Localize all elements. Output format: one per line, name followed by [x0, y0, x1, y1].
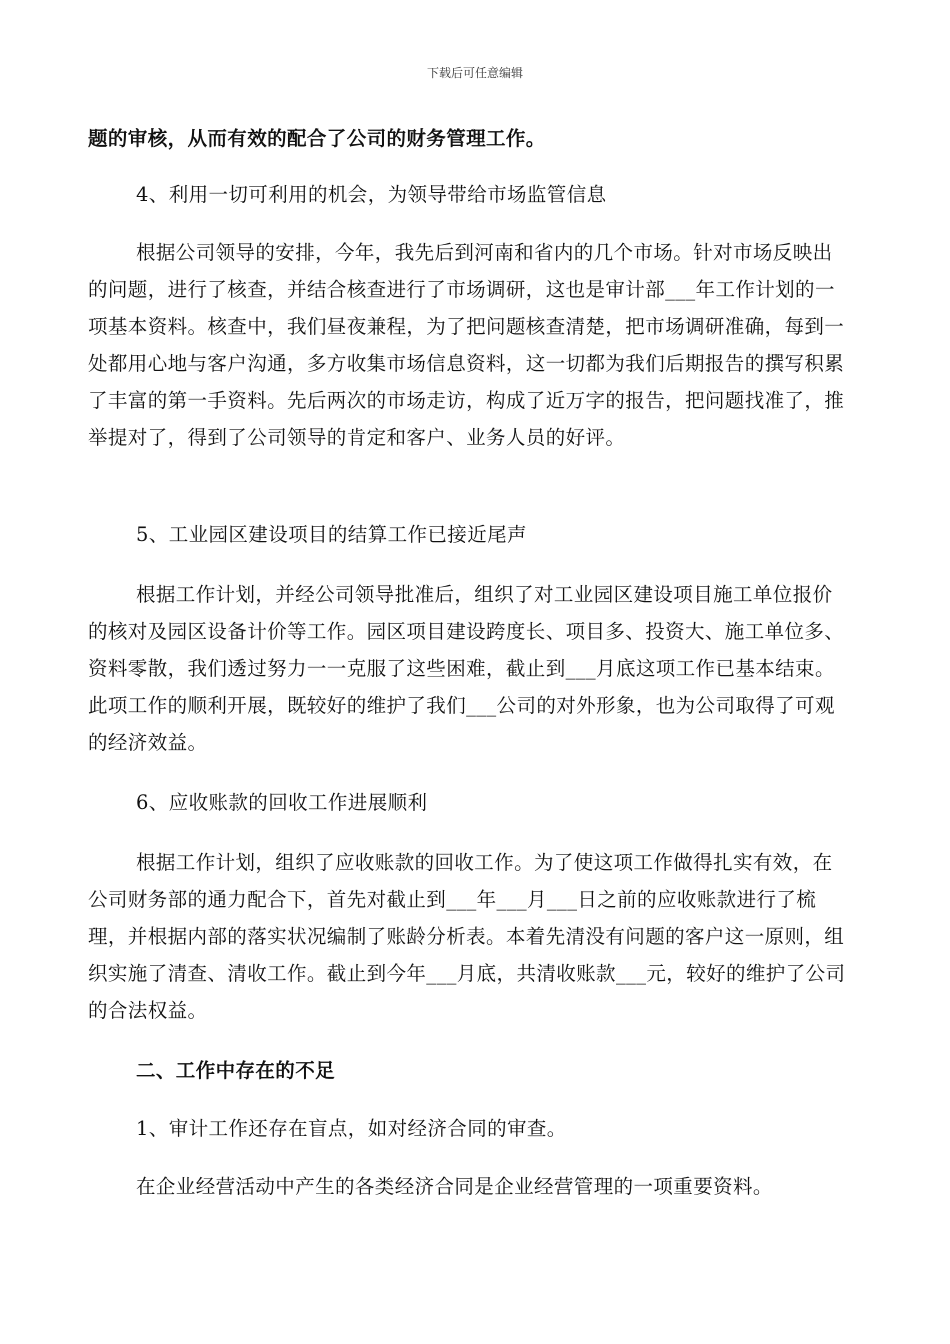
- item-4-paragraph: 根据公司领导的安排，今年，我先后到河南和省内的几个市场。针对市场反映出的问题，进行了核查，并结合核查进行了市场调研，这也是审计部___年工作计划的一项基本资料。核查中，我们昼夜兼程，为了把问题核查清楚，把市场调研准确，每到一处都用心地与客户沟通，多方收集市场信息资料，这一切都为我们后期报告的撰写积累了丰富的第一手资料。先后两次的市场走访，构成了近万字的报告，把问题找准了，推举提对了，得到了公司领导的肯定和客户、业务人员的好评。: [88, 241, 845, 449]
- item-5-heading: 5、工业园区建设项目的结算工作已接近尾声: [136, 523, 527, 546]
- item-4-heading: 4、利用一切可利用的机会，为领导带给市场监管信息: [136, 183, 607, 206]
- section-2-item-1-paragraph: 在企业经营活动中产生的各类经济合同是企业经营管理的一项重要资料。: [136, 1175, 773, 1198]
- section-2-heading: 二、工作中存在的不足: [136, 1059, 336, 1082]
- item-6-paragraph: 根据工作计划，组织了应收账款的回收工作。为了使这项工作做得扎实有效，在公司财务部的通力配合下，首先对截止到___年___月___日之前的应收账款进行了梳理，并根据内部的落实状况编制了账龄分析表。本着先清没有问题的客户这一原则，组织实施了清查、清收工作。截止到今年___月底，共清收账款___元，较好的维护了公司的合法权益。: [88, 851, 846, 1022]
- item-6-heading: 6、应收账款的回收工作进展顺利: [136, 791, 428, 814]
- item-5-paragraph: 根据工作计划，并经公司领导批准后，组织了对工业园区建设项目施工单位报价的核对及园区设备计价等工作。园区项目建设跨度长、项目多、投资大、施工单位多、资料零散，我们透过努力一一克服了这些困难，截止到___月底这项工作已基本结束。此项工作的顺利开展，既较好的维护了我们___公司的对外形象，也为公司取得了可观的经济效益。: [88, 583, 845, 754]
- page-header: 下载后可任意编辑: [426, 66, 523, 80]
- intro-paragraph: 题的审核，从而有效的配合了公司的财务管理工作。: [88, 127, 546, 150]
- section-2-item-1-heading: 1、审计工作还存在盲点，如对经济合同的审查。: [136, 1117, 567, 1140]
